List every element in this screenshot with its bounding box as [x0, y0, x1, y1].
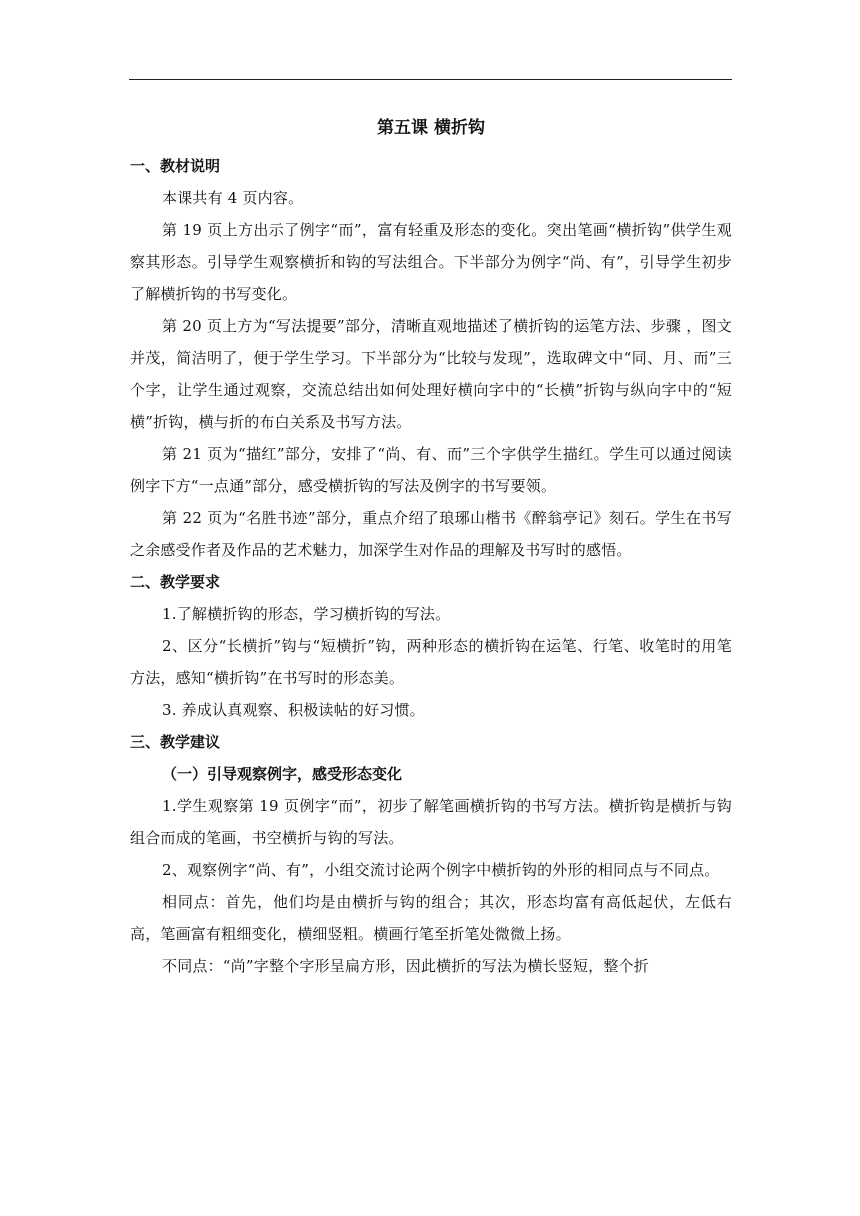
- paragraph: 本课共有 4 页内容。: [162, 189, 304, 207]
- paragraph: 2、观察例字“尚、有”，小组交流讨论两个例字中横折钩的外形的相同点与不同点。: [162, 861, 720, 879]
- section-heading-materials: 一、教材说明: [130, 157, 221, 175]
- paragraph: 不同点：“尚”字整个字形呈扁方形，因此横折的写法为横长竖短，整个折: [162, 957, 649, 975]
- subsection-heading: （一）引导观察例字，感受形态变化: [162, 765, 403, 783]
- section-heading-requirements: 二、教学要求: [130, 573, 221, 591]
- paragraph: 3. 养成认真观察、积极读帖的好习惯。: [162, 701, 425, 719]
- paragraph: 相同点：首先，他们均是由横折与钩的组合；其次，形态均富有高低起伏，左低右高，笔画富有粗细变化，横细竖粗。横画行笔至折笔处微微上扬。: [130, 893, 732, 943]
- document-body: [130, 112, 732, 982]
- paragraph: 第 22 页为“名胜书迹”部分，重点介绍了琅琊山楷书《醉翁亭记》刻石。学生在书写之余感受作者及作品的艺术魅力，加深学生对作品的理解及书写时的感悟。: [130, 509, 732, 559]
- section-heading-suggestions: 三、教学建议: [130, 733, 221, 751]
- paragraph: 第 20 页上方为“写法提要”部分，清晰直观地描述了横折钩的运笔方法、步骤 ，图文并茂，简洁明了，便于学生学习。下半部分为“比较与发现”，选取碑文中“同、月、而”三个字，让学生通过观察，交流总结出如何处理好横向字中的“长横”折钩与纵向字中的“短横”折钩，横与折的布白关系及书写方法。: [130, 317, 732, 431]
- lesson-title: 第五课 横折钩: [377, 118, 485, 138]
- paragraph: 第 19 页上方出示了例字“而”，富有轻重及形态的变化。突出笔画“横折钩”供学生观察其形态。引导学生观察横折和钩的写法组合。下半部分为例字“尚、有”，引导学生初步了解横折钩的书写变化。: [130, 221, 732, 303]
- paragraph: 1.学生观察第 19 页例字“而”，初步了解笔画横折钩的书写方法。横折钩是横折与钩组合而成的笔画，书空横折与钩的写法。: [130, 797, 732, 847]
- paragraph: 2、区分“长横折”钩与“短横折”钩，两种形态的横折钩在运笔、行笔、收笔时的用笔方法，感知“横折钩”在书写时的形态美。: [130, 637, 732, 687]
- paragraph: 1.了解横折钩的形态，学习横折钩的写法。: [162, 605, 451, 623]
- paragraph: 第 21 页为“描红”部分，安排了“尚、有、而”三个字供学生描红。学生可以通过阅读例字下方“一点通”部分，感受横折钩的写法及例字的书写要领。: [130, 445, 732, 495]
- header-rule: [129, 79, 732, 80]
